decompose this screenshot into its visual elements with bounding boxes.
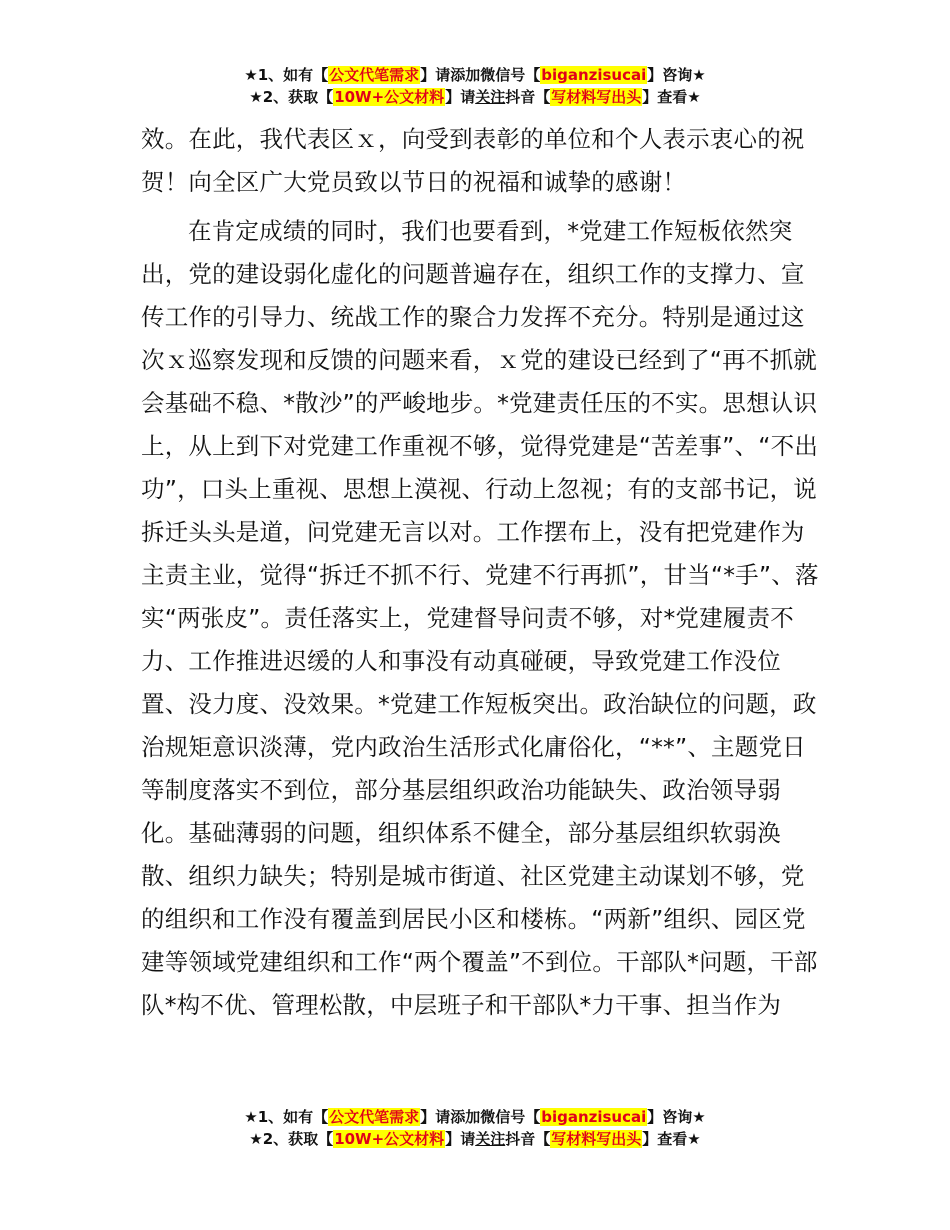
follow-text: 关注 (475, 88, 506, 106)
header-ad-line-2: ★2、获取【10W+公文材料】请关注抖音【写材料写出头】查看★ (249, 88, 701, 106)
highlight-wechat-id: biganzisucai (541, 66, 647, 84)
highlight-douyin: 写材料写出头 (551, 88, 642, 106)
follow-text: 关注 (475, 1130, 506, 1148)
highlight-service: 公文代笔需求 (329, 1108, 420, 1126)
highlight-wechat-id: biganzisucai (541, 1108, 647, 1126)
highlight-service: 公文代笔需求 (329, 66, 420, 84)
highlight-douyin: 写材料写出头 (551, 1130, 642, 1148)
footer-ad (0, 1106, 950, 1150)
header-ad (0, 64, 950, 108)
paragraph-2: 在肯定成绩的同时，我们也要看到，*党建工作短板依然突出，党的建设弱化虚化的问题普遍存在，组织工作的支撑力、宣传工作的引导力、统战工作的聚合力发挥不充分。特别是通过这次ｘ巡察发现和反馈的问题来看，ｘ党的建设已经到了“再不抓就会基础不稳、*散沙”的严峻地步。*党建责任压的不实。思想认识上，从上到下对党建工作重视不够，觉得党建是“苦差事”、“不出功”，口头上重视、思想上漠视、行动上忽视；有的支部书记，说拆迁头头是道，问党建无言以对。工作摆布上，没有把党建作为主责主业，觉得“拆迁不抓不行、党建不行再抓”，甘当“*手”、落实“两张皮”。责任落实上，党建督导问责不够，对*党建履责不力、工作推进迟缓的人和事没有动真碰硬，导致党建工作没位置、没力度、没效果。*党建工作短板突出。政治缺位的问题，政治规矩意识淡薄，党内政治生活形式化庸俗化，“**”、主题党日等制度落实不到位，部分基层组织政治功能缺失、政治领导弱化。基础薄弱的问题，组织体系不健全，部分基层组织软弱涣散、组织力缺失；特别是城市街道、社区党建主动谋划不够，党的组织和工作没有覆盖到居民小区和楼栋。“两新”组织、园区党建等领域党建组织和工作“两个覆盖”不到位。干部队*问题，干部队*构不优、管理松散，中层班子和干部队*力干事、担当作为 (141, 217, 819, 1019)
footer-ad-line-1: ★1、如有【公文代笔需求】请添加微信号【biganzisucai】咨询★ (244, 1108, 706, 1126)
document-body (141, 118, 821, 1027)
paragraph-1: 效。在此，我代表区ｘ，向受到表彰的单位和个人表示衷心的祝贺！向全区广大党员致以节日的祝福和诚挚的感谢！ (141, 125, 805, 196)
header-ad-line-1: ★1、如有【公文代笔需求】请添加微信号【biganzisucai】咨询★ (244, 66, 706, 84)
footer-ad-line-2: ★2、获取【10W+公文材料】请关注抖音【写材料写出头】查看★ (249, 1130, 701, 1148)
highlight-materials: 10W+公文材料 (334, 1130, 445, 1148)
highlight-materials: 10W+公文材料 (334, 88, 445, 106)
